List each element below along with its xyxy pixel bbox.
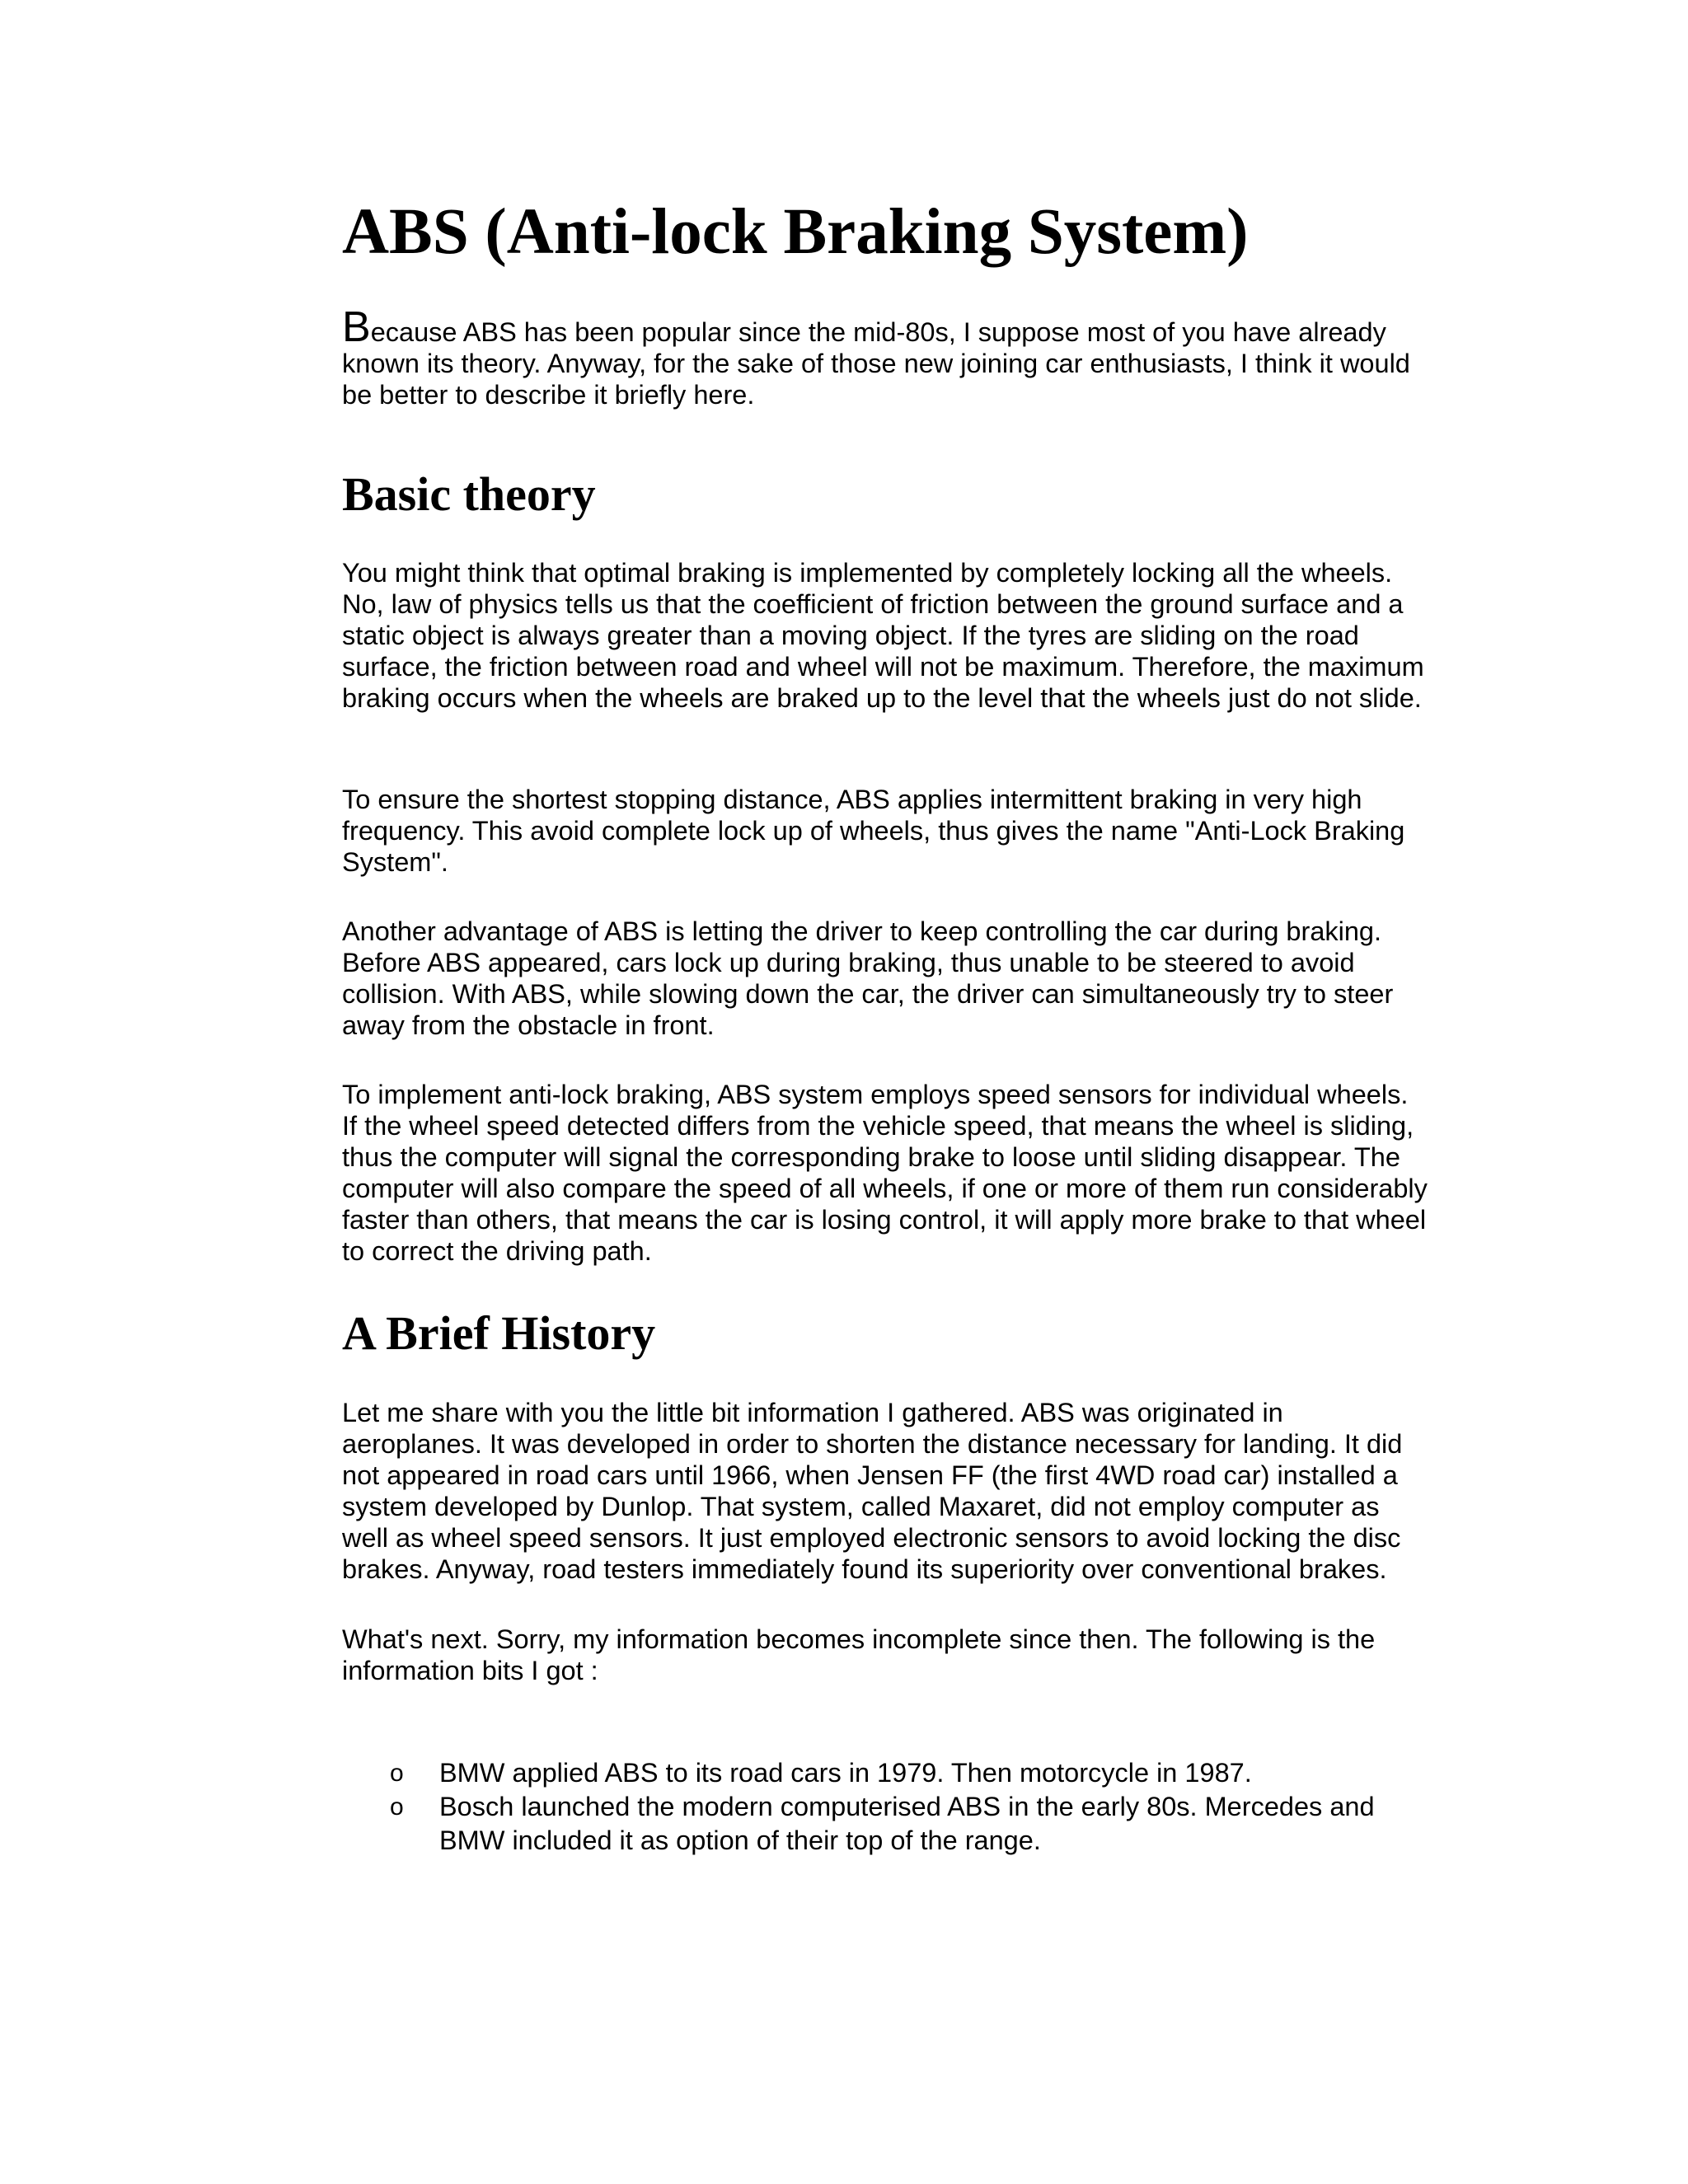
paragraph-basic-theory-1: You might think that optimal braking is implemented by completely locking all the wheels. No, law of physics tells us that the coefficient of friction between the ground surface and a static object is always greater than a moving object. If the tyres are sliding on the road surface, the friction between road and wheel will not be maximum. Therefore, the maximum braking occurs when the wheels are braked up to the level that the wheels just do not slide.	[342, 558, 1424, 713]
intro-text: ecause ABS has been popular since the mid-80s, I suppose most of you have already known its theory. Anyway, for the sake of those new joining car enthusiasts, I think it would be better to describe it briefly here.	[342, 317, 1410, 410]
page-title: ABS (Anti-lock Braking System)	[342, 196, 1249, 268]
history-list	[342, 1756, 1430, 1858]
list-item	[342, 1790, 1430, 1858]
intro-dropcap: B	[342, 303, 371, 351]
list-bullet: o	[390, 1760, 404, 1787]
section-heading-basic-theory: Basic theory	[342, 467, 596, 521]
paragraph-brief-history-1: Let me share with you the little bit information I gathered. ABS was originated in aeroplanes. It was developed in order to shorten the distance necessary for landing. It did not appeared in road cars until 1966, when Jensen FF (the first 4WD road car) installed a system developed by Dunlop. That system, called Maxaret, did not employ computer as well as wheel speed sensors. It just employed electronic sensors to avoid locking the disc brakes. Anyway, road testers immediately found its superiority over conventional brakes.	[342, 1398, 1403, 1584]
paragraph-basic-theory-3: Another advantage of ABS is letting the driver to keep controlling the car during braking. Before ABS appeared, cars lock up during braking, thus unable to be steered to avoid collision. With ABS, while slowing down the car, the driver can simultaneously try to steer away from the obstacle in front.	[342, 916, 1394, 1040]
intro-paragraph	[342, 303, 1430, 410]
paragraph-basic-theory-4: To implement anti-lock braking, ABS system employs speed sensors for individual wheels. If the wheel speed detected differs from the vehicle speed, that means the wheel is sliding, thus the computer will signal the corresponding brake to loose until sliding disappear. The computer will also compare the speed of all wheels, if one or more of them run considerably faster than others, that means the car is losing control, it will apply more brake to that wheel to correct the driving path.	[342, 1080, 1428, 1266]
paragraph-basic-theory-2: To ensure the shortest stopping distance, ABS applies intermittent braking in very high frequency. This avoid complete lock up of wheels, thus gives the name "Anti-Lock Braking System".	[342, 785, 1405, 877]
list-item	[342, 1756, 1430, 1790]
list-item-text: BMW applied ABS to its road cars in 1979. Then motorcycle in 1987.	[439, 1758, 1252, 1788]
paragraph-brief-history-2: What's next. Sorry, my information becomes incomplete since then. The following is the information bits I got :	[342, 1624, 1376, 1685]
list-item-text: Bosch launched the modern computerised ABS in the early 80s. Mercedes and BMW included it as option of their top of the range.	[439, 1792, 1375, 1855]
list-bullet: o	[390, 1793, 404, 1821]
section-heading-brief-history: A Brief History	[342, 1306, 656, 1360]
